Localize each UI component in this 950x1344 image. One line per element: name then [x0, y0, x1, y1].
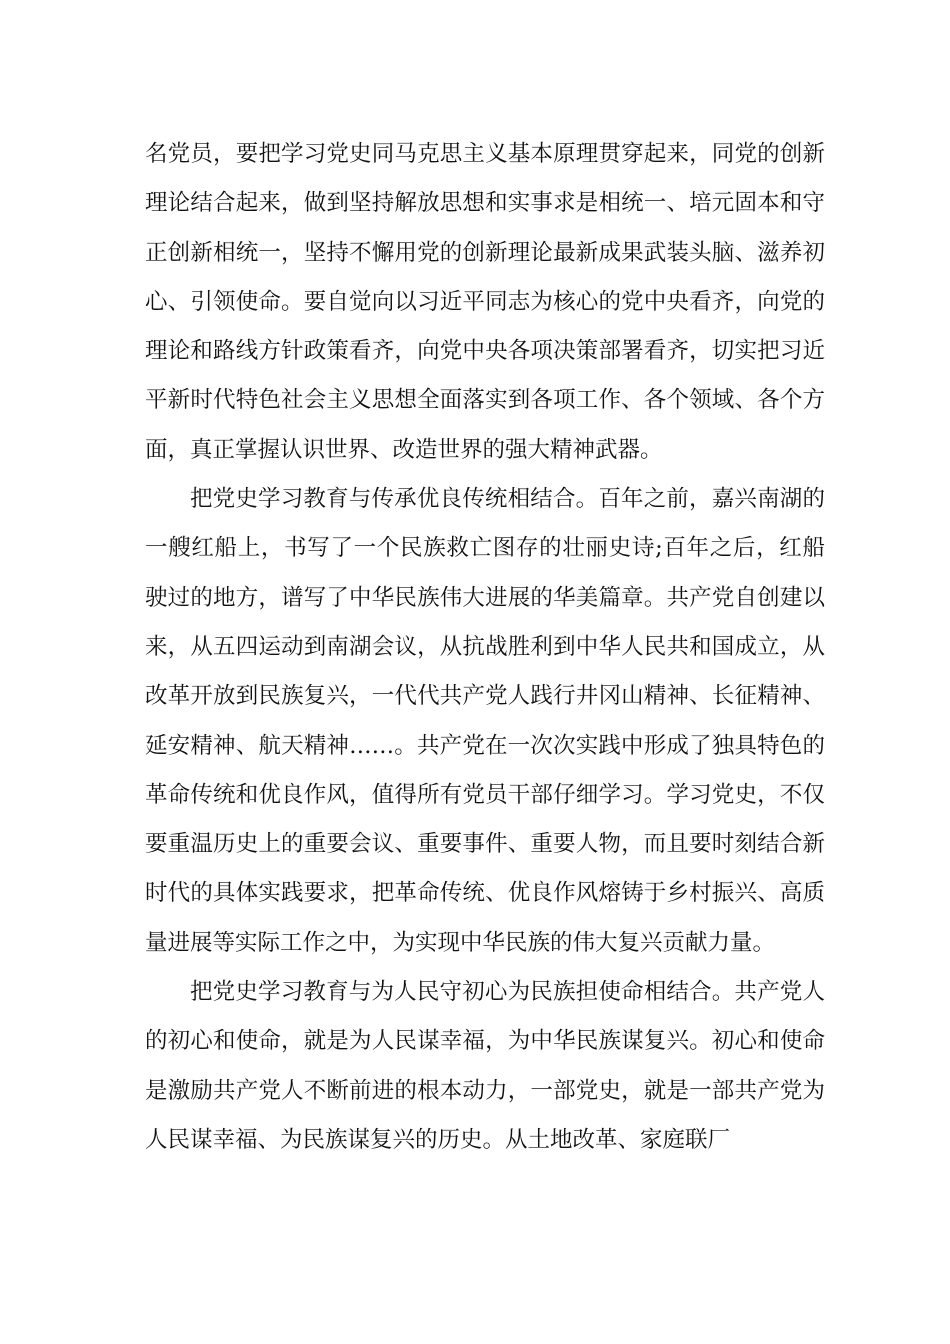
paragraph-3: 把党史学习教育与为人民守初心为民族担使命相结合。共产党人的初心和使命，就是为人民谋幸福，为中华民族谋复兴。初心和使命是激励共产党人不断前进的根本动力，一部党史，就是一部共产党为人民谋幸福、为民族谋复兴的历史。从土地改革、家庭联厂	[145, 979, 825, 1153]
paragraph-2: 把党史学习教育与传承优良传统相结合。百年之前，嘉兴南湖的一艘红船上，书写了一个民族救亡图存的壮丽史诗;百年之后，红船驶过的地方，谱写了中华民族伟大进展的华美篇章。共产党自创建以来，从五四运动到南湖会议，从抗战胜利到中华人民共和国成立，从改革开放到民族复兴，一代代共产党人践行井冈山精神、长征精神、延安精神、航天精神……。共产党在一次次实践中形成了独具特色的革命传统和优良作风，值得所有党员干部仔细学习。学习党史，不仅要重温历史上的重要会议、重要事件、重要人物，而且要时刻结合新时代的具体实践要求，把革命传统、优良作风熔铸于乡村振兴、高质量进展等实际工作之中，为实现中华民族的伟大复兴贡献力量。	[145, 486, 825, 956]
paragraph-1: 名党员，要把学习党史同马克思主义基本原理贯穿起来，同党的创新理论结合起来，做到坚持解放思想和实事求是相统一、培元固本和守正创新相统一，坚持不懈用党的创新理论最新成果武装头脑、滋养初心、引领使命。要自觉向以习近平同志为核心的党中央看齐，向党的理论和路线方针政策看齐，向党中央各项决策部署看齐，切实把习近平新时代特色社会主义思想全面落实到各项工作、各个领域、各个方面，真正掌握认识世界、改造世界的强大精神武器。	[145, 141, 825, 463]
document-body	[145, 130, 825, 1165]
